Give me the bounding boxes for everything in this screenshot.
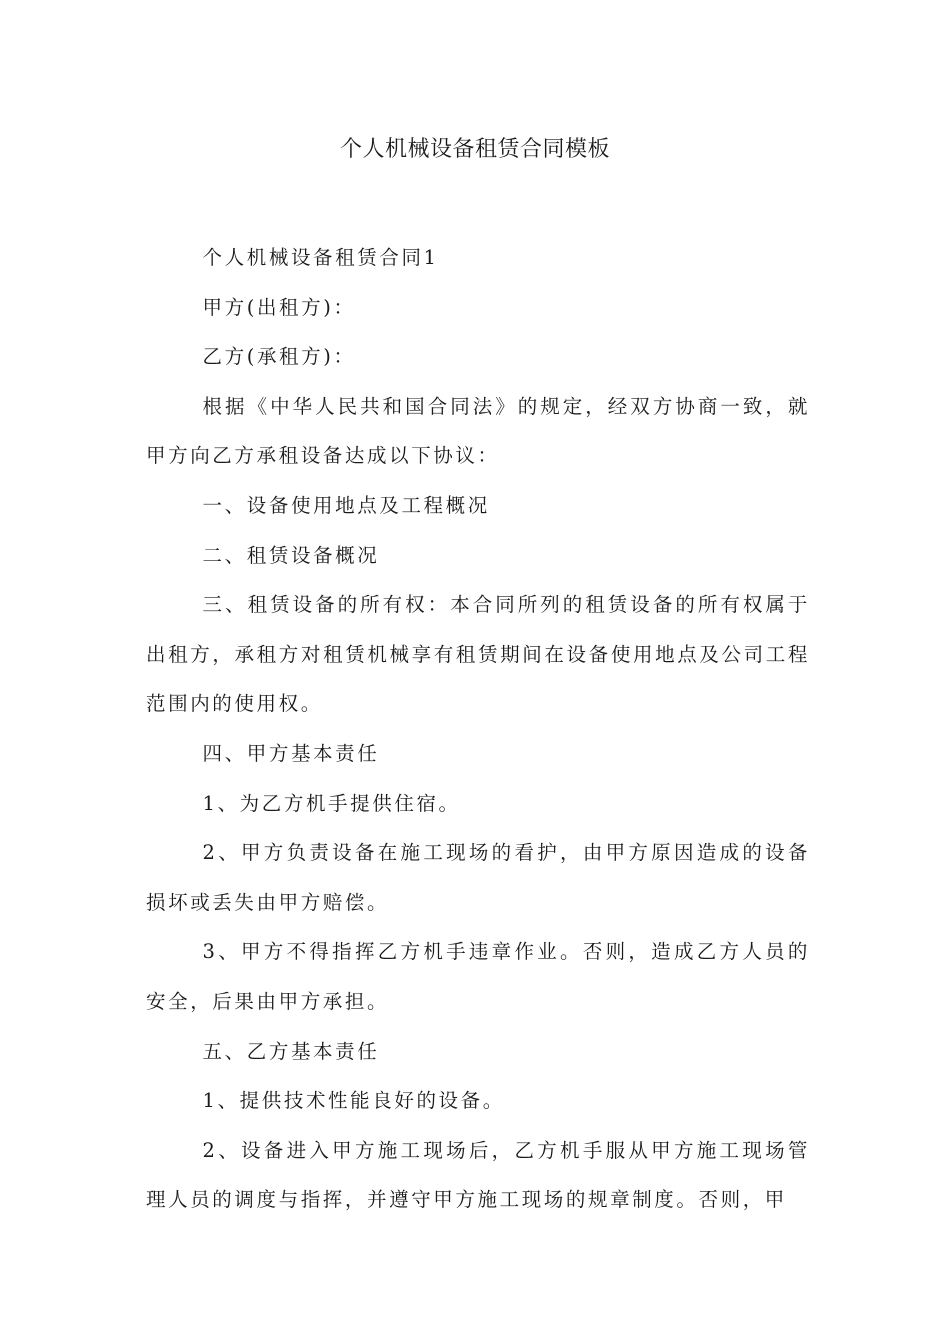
preamble-paragraph: 根据《中华人民共和国合同法》的规定，经双方协商一致，就甲方向乙方承租设备达成以下协议：: [146, 394, 810, 468]
clause-4-3: 3、甲方不得指挥乙方机手违章作业。否则，造成乙方人员的安全，后果由甲方承担。: [146, 940, 810, 1013]
clause-4-1: 1、为乙方机手提供住宿。: [202, 791, 461, 815]
document-body: [146, 233, 810, 1225]
contract-heading: 个人机械设备租赁合同1: [202, 246, 439, 269]
clause-5-1: 1、提供技术性能良好的设备。: [202, 1089, 505, 1113]
section-3-paragraph: 三、租赁设备的所有权：本合同所列的租赁设备的所有权属于出租方，承租方对租赁机械享有租赁期间在设备使用地点及公司工程范围内的使用权。: [146, 593, 810, 716]
party-a-line: 甲方(出租方)：: [202, 295, 356, 319]
clause-5-2: 2、设备进入甲方施工现场后，乙方机手服从甲方施工现场管理人员的调度与指挥，并遵守甲方施工现场的规章制度。否则，甲: [146, 1138, 810, 1212]
section-heading-5: 五、乙方基本责任: [202, 1039, 380, 1063]
section-heading-2: 二、租赁设备概况: [202, 543, 380, 567]
clause-4-2: 2、甲方负责设备在施工现场的看护，由甲方原因造成的设备损坏或丢失由甲方赔偿。: [146, 841, 810, 914]
section-heading-4: 四、甲方基本责任: [202, 741, 380, 765]
section-heading-1: 一、设备使用地点及工程概况: [202, 493, 490, 517]
party-b-line: 乙方(承租方)：: [202, 345, 356, 369]
document-title: 个人机械设备租赁合同模板: [339, 137, 610, 162]
